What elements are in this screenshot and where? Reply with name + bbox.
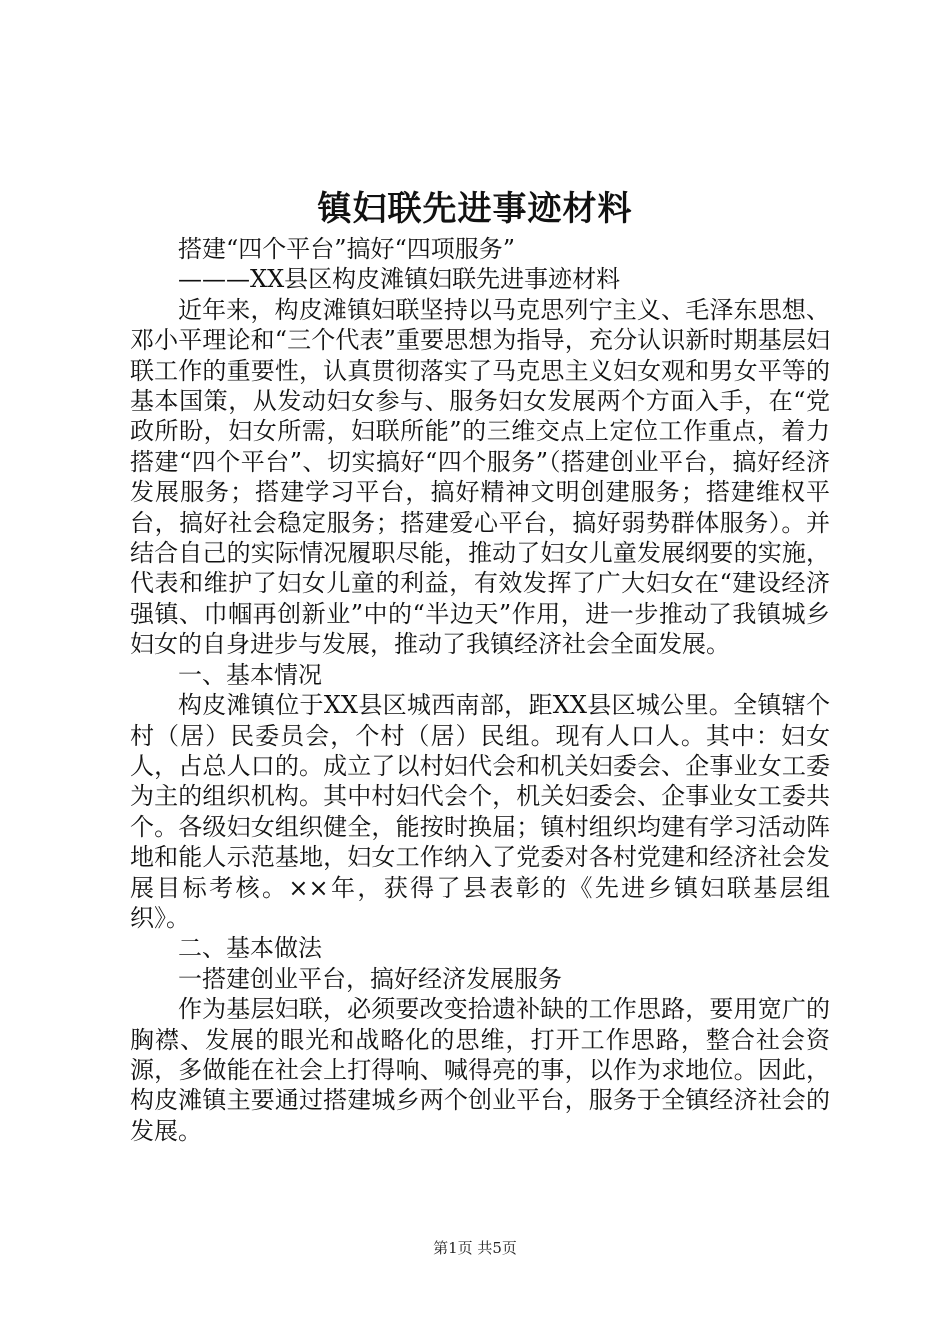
intro-paragraph: 近年来，构皮滩镇妇联坚持以马克思列宁主义、毛泽东思想、邓小平理论和“三个代表”重要思想为指导，充分认识新时期基层妇联工作的重要性，认真贯彻落实了马克思主义妇女观和男女平等的基本国策，从发动妇女参与、服务妇女发展两个方面入手，在“党政所盼，妇女所需，妇联所能”的三维交点上定位工作重点，着力搭建“四个平台”、切实搞好“四个服务”（搭建创业平台，搞好经济发展服务；搭建学习平台，搞好精神文明创建服务；搭建维权平台，搞好社会稳定服务；搭建爱心平台，搞好弱势群体服务）。并结合自己的实际情况履职尽能，推动了妇女儿童发展纲要的实施，代表和维护了妇女儿童的利益，有效发挥了广大妇女在“建设经济强镇、巾帼再创新业”中的“半边天”作用，进一步推动了我镇城乡妇女的自身进步与发展，推动了我镇经济社会全面发展。	[130, 295, 830, 659]
basic-situation-paragraph: 构皮滩镇位于XX县区城西南部，距XX县区城公里。全镇辖个村（居）民委员会，个村（居）民组。现有人口人。其中：妇女人，占总人口的。成立了以村妇代会和机关妇委会、企事业女工委为主的组织机构。其中村妇代会个，机关妇委会、企事业女工委共个。各级妇女组织健全，能按时换届；镇村组织均建有学习活动阵地和能人示范基地，妇女工作纳入了党委对各村党建和经济社会发展目标考核。××年，获得了县表彰的《先进乡镇妇联基层组织》。	[130, 691, 830, 932]
document-body	[130, 234, 830, 1146]
section-heading-basic-situation: 一、基本情况	[178, 660, 322, 689]
document-title: 镇妇联先进事迹材料	[317, 189, 633, 229]
subsection-heading-entrepreneurship: 一搭建创业平台，搞好经济发展服务	[178, 964, 562, 993]
entrepreneurship-paragraph: 作为基层妇联，必须要改变拾遗补缺的工作思路，要用宽广的胸襟、发展的眼光和战略化的思维，打开工作思路，整合社会资源，多做能在社会上打得响、喊得亮的事，以作为求地位。因此，构皮滩镇主要通过搭建城乡两个创业平台，服务于全镇经济社会的发展。	[130, 995, 830, 1145]
section-heading-basic-practice: 二、基本做法	[178, 934, 322, 963]
subtitle-line: 搭建“四个平台”搞好“四项服务”	[178, 235, 516, 263]
subtitle-attribution: ———XX县区构皮滩镇妇联先进事迹材料	[178, 265, 621, 294]
page-number-footer: 第1页 共5页	[433, 1239, 517, 1257]
